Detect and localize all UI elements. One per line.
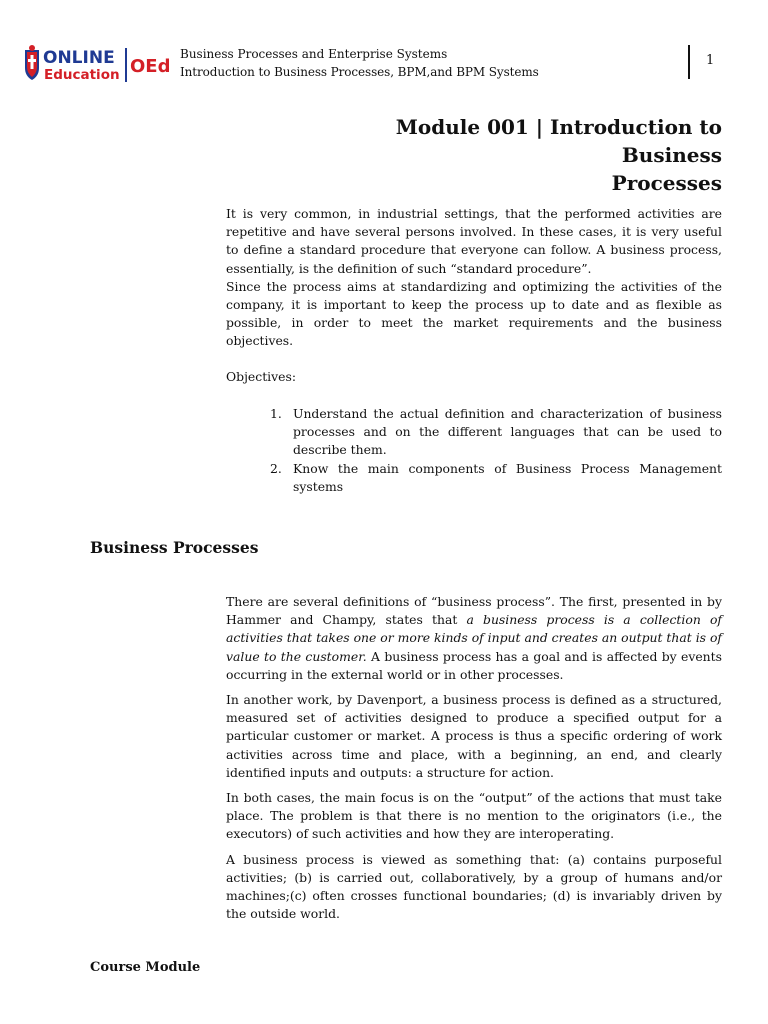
p1-text-b: A business process has a goal and is affected by events occurring in the external world or in other processes. [226, 648, 722, 682]
lesson-title: Introduction to Business Processes, BPM,and BPM Systems [180, 65, 539, 79]
page-header [22, 42, 752, 86]
module-title [302, 113, 722, 197]
intro-section [226, 205, 722, 351]
definition-paragraph-3: In both cases, the main focus is on the “output” of the actions that must take place. The problem is that there is no mention to the originators (i.e., the executors) of such activities and how they are interoperating. [226, 790, 722, 842]
objective-item [270, 405, 722, 460]
logo-oed-text: OEd [130, 56, 171, 77]
objective-item [270, 460, 722, 496]
p1-quote: a business process is a collection of activities that takes one or more kinds of input and creates an output that is of value to the customer. [226, 612, 723, 664]
business-processes-body [226, 593, 722, 930]
logo-education-text: Education [44, 67, 120, 83]
intro-paragraph-2: Since the process aims at standardizing and optimizing the activities of the company, it is important to keep the process up to date and as flexible as possible, in order to meet the market requirements and the business objectives. [226, 278, 722, 349]
definition-paragraph-2: In another work, by Davenport, a business process is defined as a structured, measured set of activities designed to produce a specified output for a particular customer or market. A process is thus a specific ordering of work activities across time and place, with a beginning, an end, and clearly identified inputs and outputs: a structure for action. [226, 692, 722, 780]
logo-graphic [22, 42, 172, 86]
objective-number: 1. [270, 406, 282, 421]
definition-paragraph-1 [226, 593, 722, 684]
objective-text: Understand the actual definition and characterization of business processes and on the different languages that can be used to describe them. [293, 406, 722, 458]
intro-paragraph-1: It is very common, in industrial settings, that the performed activities are repetitive and have several persons involved. In these cases, it is very useful to define a standard procedure that everyone can follow. A business process, essentially, is the definition of such “standard procedure”. [226, 206, 722, 276]
page-number: 1 [706, 53, 715, 68]
logo-online-text: ONLINE [43, 48, 115, 68]
header-divider [688, 45, 690, 79]
objective-number: 2. [270, 460, 282, 476]
online-education-logo [22, 42, 172, 86]
module-title-line1: Module 001 | Introduction to Business [395, 115, 722, 167]
footer-course-module: Course Module [90, 960, 201, 975]
objectives-label: Objectives: [226, 369, 297, 384]
definition-paragraph-4: A business process is viewed as something that: (a) contains purposeful activities; (b) is carried out, collaboratively, by a group of humans and/or machines;(c) often crosses functional boundaries; (d) is invariably driven by the outside world. [226, 851, 722, 922]
module-title-line2: Processes [611, 171, 722, 195]
header-titles [180, 45, 539, 81]
objective-text: Know the main components of Business Process Management systems [293, 460, 722, 494]
section-heading: Business Processes [90, 538, 259, 557]
course-title: Business Processes and Enterprise Systems [180, 47, 448, 61]
p1-text-a: There are several definitions of “business process”. The first, presented in by Hammer and Champy, states that [226, 594, 722, 628]
objectives-list [270, 405, 722, 496]
